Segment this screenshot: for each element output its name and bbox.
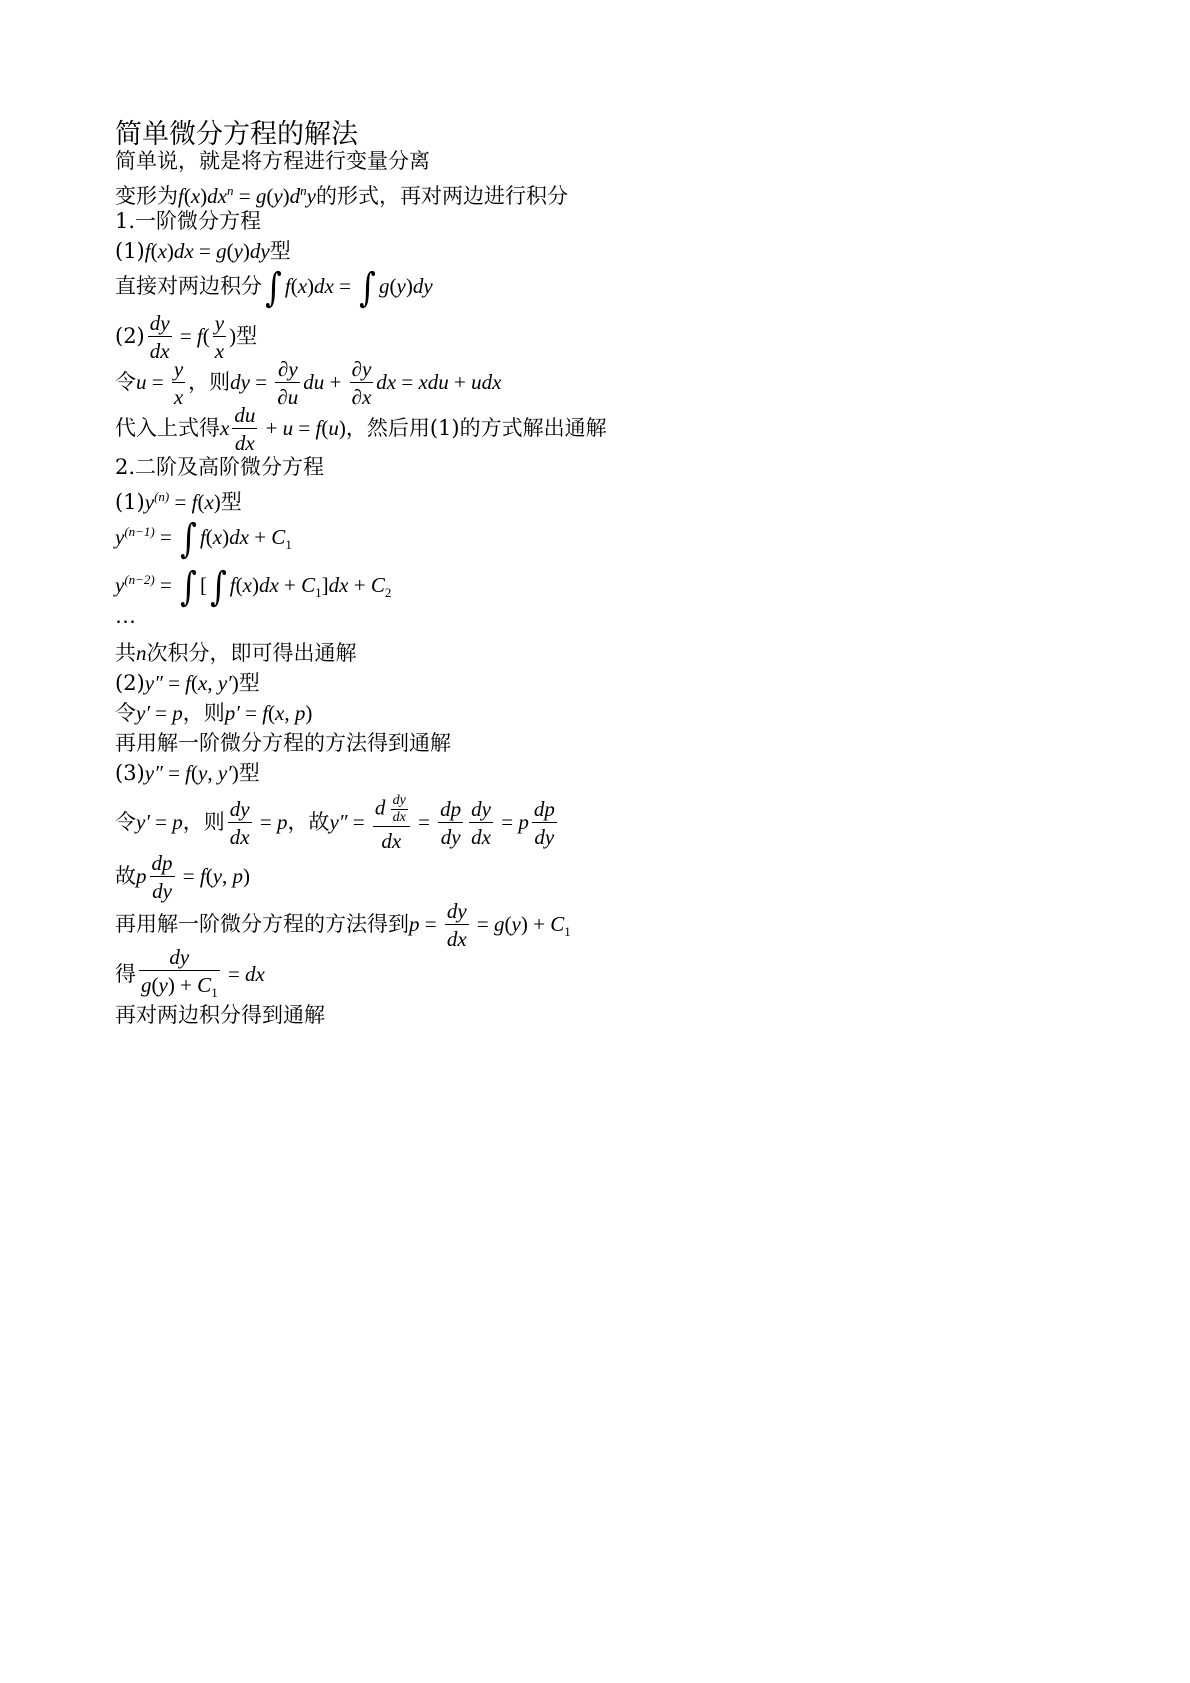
- page-title: 简单微分方程的解法: [115, 119, 358, 150]
- section-higher-order: 2.二阶及高阶微分方程: [115, 455, 325, 479]
- higher-order-type2: (2)y″ = f(x, y′)型: [115, 671, 260, 695]
- ellipsis: ⋯: [115, 609, 136, 633]
- first-order-type2: (2) $\frac{dy}{dx}$ = f( $\frac{y}{x}$ )型: [115, 311, 258, 363]
- integral-n-minus-1: $y^{(n-1)}$ = ∫ $f(x)dx + C_1$: [115, 515, 292, 562]
- solve-p: 再用解一阶微分方程的方法得到p = $\frac{dy}{dx}$ = $g(y) + C_1$: [115, 899, 571, 951]
- separated-form: 得 $\frac{dy}{g(y) + C_1}$ = dx: [115, 945, 265, 1001]
- line-intro: 简单说，就是将方程进行变量分离: [115, 149, 430, 173]
- substitution-u: 令u = $\frac{y}{x}$ ，则dy = $\frac{\partial y}{\partial u}$ du + $\frac{\partial y}{\partial x}$ dx = xdu + udx: [115, 357, 502, 409]
- integrate-both-sides: 直接对两边积分∫ f(x)dx = ∫ g(y)dy: [115, 264, 433, 311]
- final-step: 再对两边积分得到通解: [115, 1003, 325, 1027]
- solve-first-order: 再用解一阶微分方程的方法得到通解: [115, 731, 451, 755]
- substitute-result: 代入上式得x $\frac{du}{dx}$ + u = f(u)，然后用(1)的方式解出通解: [115, 403, 607, 455]
- integral-n-minus-2: $y^{(n-2)}$ = ∫ [∫ $f(x)dx + C_1]dx + C_2$: [115, 563, 392, 610]
- higher-order-type3: (3)y″ = f(y, y′)型: [115, 761, 260, 785]
- therefore-p: 故p $\frac{dp}{dy}$ = f(y, p): [115, 851, 251, 903]
- n-integrations: 共n次积分，即可得出通解: [115, 641, 357, 665]
- first-order-type1: (1)f(x)dx = g(y)dy型: [115, 239, 291, 263]
- substitution-p-chain: 令y′ = p，则 $\frac{dy}{dx}$ = p，故y″ = d $\frac{dy}{dx}$ dx = $\frac{dp}{dy}$ $\frac{dy}{dx}$ = p $\frac{dp}{dy}$: [115, 792, 555, 853]
- line-transform: 变形为$f(x)dx^n = g(y)d^ny$的形式，再对两边进行积分: [115, 183, 568, 208]
- section-first-order: 1.一阶微分方程: [115, 209, 262, 233]
- higher-order-type1: $(1)y^{(n)} = f(x)$型: [115, 489, 242, 514]
- substitution-p: 令y′ = p，则p′ = f(x, p): [115, 701, 313, 725]
